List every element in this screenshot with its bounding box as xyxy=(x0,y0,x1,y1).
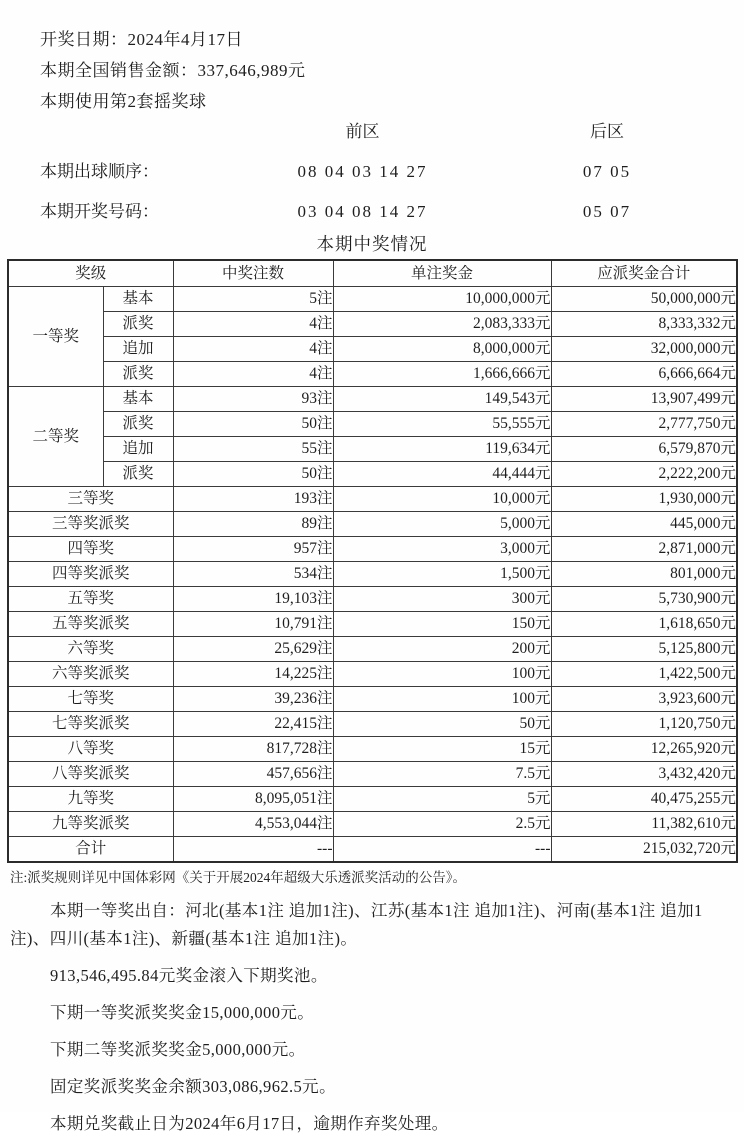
column-header-total-payout: 应派奖金合计 xyxy=(551,260,737,287)
tier-group-cell: 一等奖 xyxy=(8,287,103,387)
total-payout-cell: 2,777,750元 xyxy=(551,412,737,437)
winning-count-cell: 534注 xyxy=(173,562,333,587)
tier-label-cell: 合计 xyxy=(8,837,173,863)
winning-count-cell: --- xyxy=(173,837,333,863)
unit-prize-cell: 50元 xyxy=(333,712,551,737)
first-prize-provinces-paragraph: 本期一等奖出自：河北(基本1注 追加1注)、江苏(基本1注 追加1注)、河南(基本1注 追加1注)、四川(基本1注)、新疆(基本1注 追加1注)。 xyxy=(10,901,703,948)
winning-count-cell: 817,728注 xyxy=(173,737,333,762)
tier-label-cell: 八等奖 xyxy=(8,737,173,762)
unit-prize-cell: 8,000,000元 xyxy=(333,337,551,362)
prize-table-row xyxy=(8,487,737,512)
unit-prize-cell: 55,555元 xyxy=(333,412,551,437)
prize-table-row xyxy=(8,612,737,637)
winning-count-cell: 22,415注 xyxy=(173,712,333,737)
prize-table-body xyxy=(8,260,737,862)
prize-table-row xyxy=(8,587,737,612)
tier-label-cell: 八等奖派奖 xyxy=(8,762,173,787)
tier-group-cell: 二等奖 xyxy=(8,387,103,487)
winning-count-cell: 50注 xyxy=(173,412,333,437)
back-zone-label: 后区 xyxy=(590,122,624,141)
front-zone-label: 前区 xyxy=(345,122,380,141)
total-payout-cell: 11,382,610元 xyxy=(551,812,737,837)
column-header-tier: 奖级 xyxy=(8,260,173,287)
tier-sub-cell: 基本 xyxy=(103,387,173,412)
winning-count-cell: 39,236注 xyxy=(173,687,333,712)
tier-label-cell: 四等奖 xyxy=(8,537,173,562)
winning-count-cell: 89注 xyxy=(173,512,333,537)
total-payout-cell: 5,730,900元 xyxy=(551,587,737,612)
tier-label-cell: 三等奖派奖 xyxy=(8,512,173,537)
total-payout-cell: 6,666,664元 xyxy=(551,362,737,387)
winning-count-cell: 457,656注 xyxy=(173,762,333,787)
draw-order-row xyxy=(0,159,744,185)
claim-deadline-paragraph: 本期兑奖截止日为2024年6月17日，逾期作弃奖处理。 xyxy=(50,1114,449,1133)
sales-amount-line: 本期全国销售金额：337,646,989元 xyxy=(40,61,306,80)
next-first-prize-bonus-paragraph: 下期一等奖派奖奖金15,000,000元。 xyxy=(50,1003,315,1022)
tier-label-cell: 六等奖派奖 xyxy=(8,662,173,687)
prize-table-row xyxy=(8,537,737,562)
total-payout-cell: 3,432,420元 xyxy=(551,762,737,787)
unit-prize-cell: 7.5元 xyxy=(333,762,551,787)
rules-note: 注:派奖规则详见中国体彩网《关于开展2024年超级大乐透派奖活动的公告》。 xyxy=(10,870,466,885)
draw-order-front-numbers: 08 04 03 14 27 xyxy=(297,162,428,181)
prize-table-row xyxy=(8,462,737,487)
winning-numbers-label: 本期开奖号码： xyxy=(40,202,159,221)
winning-count-cell: 4注 xyxy=(173,337,333,362)
fixed-prize-bonus-balance-paragraph: 固定奖派奖奖金余额303,086,962.5元。 xyxy=(50,1077,336,1096)
winning-count-cell: 10,791注 xyxy=(173,612,333,637)
zone-header-row xyxy=(0,119,744,145)
total-payout-cell: 2,871,000元 xyxy=(551,537,737,562)
total-payout-cell: 215,032,720元 xyxy=(551,837,737,863)
prize-table-row xyxy=(8,437,737,462)
winning-count-cell: 8,095,051注 xyxy=(173,787,333,812)
total-payout-cell: 3,923,600元 xyxy=(551,687,737,712)
winning-count-cell: 193注 xyxy=(173,487,333,512)
total-payout-cell: 1,618,650元 xyxy=(551,612,737,637)
prize-table-title: 本期中奖情况 xyxy=(316,234,428,254)
total-payout-cell: 13,907,499元 xyxy=(551,387,737,412)
prize-table xyxy=(7,259,738,863)
tier-label-cell: 七等奖 xyxy=(8,687,173,712)
prize-table-row xyxy=(8,662,737,687)
tier-sub-cell: 追加 xyxy=(103,337,173,362)
draw-order-back-numbers: 07 05 xyxy=(582,162,632,181)
unit-prize-cell: 1,500元 xyxy=(333,562,551,587)
unit-prize-cell: 10,000,000元 xyxy=(333,287,551,312)
winning-count-cell: 55注 xyxy=(173,437,333,462)
prize-table-row xyxy=(8,387,737,412)
total-payout-cell: 445,000元 xyxy=(551,512,737,537)
winning-back-numbers: 05 07 xyxy=(582,202,632,221)
winning-count-cell: 4,553,044注 xyxy=(173,812,333,837)
unit-prize-cell: 5,000元 xyxy=(333,512,551,537)
tier-label-cell: 四等奖派奖 xyxy=(8,562,173,587)
tier-sub-cell: 派奖 xyxy=(103,362,173,387)
zone-header-spacer xyxy=(0,119,230,145)
total-payout-cell: 8,333,332元 xyxy=(551,312,737,337)
winning-count-cell: 4注 xyxy=(173,362,333,387)
unit-prize-cell: 3,000元 xyxy=(333,537,551,562)
winning-count-cell: 19,103注 xyxy=(173,587,333,612)
total-payout-cell: 1,120,750元 xyxy=(551,712,737,737)
unit-prize-cell: 2.5元 xyxy=(333,812,551,837)
unit-prize-cell: 150元 xyxy=(333,612,551,637)
next-second-prize-bonus-paragraph: 下期二等奖派奖奖金5,000,000元。 xyxy=(50,1040,306,1059)
prize-table-row xyxy=(8,412,737,437)
prize-table-row xyxy=(8,312,737,337)
prize-table-row xyxy=(8,787,737,812)
total-payout-cell: 2,222,200元 xyxy=(551,462,737,487)
prize-table-row xyxy=(8,687,737,712)
unit-prize-cell: 100元 xyxy=(333,687,551,712)
prize-table-row xyxy=(8,737,737,762)
winning-count-cell: 50注 xyxy=(173,462,333,487)
total-payout-cell: 12,265,920元 xyxy=(551,737,737,762)
prize-table-row xyxy=(8,337,737,362)
tier-sub-cell: 派奖 xyxy=(103,412,173,437)
draw-date-line: 开奖日期：2024年4月17日 xyxy=(40,30,243,49)
tier-label-cell: 九等奖派奖 xyxy=(8,812,173,837)
tier-label-cell: 五等奖派奖 xyxy=(8,612,173,637)
draw-order-label: 本期出球顺序： xyxy=(40,162,159,181)
prize-table-row xyxy=(8,287,737,312)
tier-sub-cell: 追加 xyxy=(103,437,173,462)
winning-front-numbers: 03 04 08 14 27 xyxy=(297,202,428,221)
winning-count-cell: 957注 xyxy=(173,537,333,562)
prize-table-row xyxy=(8,512,737,537)
prize-table-row xyxy=(8,712,737,737)
total-payout-cell: 50,000,000元 xyxy=(551,287,737,312)
prize-table-row xyxy=(8,562,737,587)
unit-prize-cell: 5元 xyxy=(333,787,551,812)
prize-table-row xyxy=(8,362,737,387)
total-payout-cell: 5,125,800元 xyxy=(551,637,737,662)
unit-prize-cell: 300元 xyxy=(333,587,551,612)
prize-table-row xyxy=(8,812,737,837)
prize-table-row xyxy=(8,762,737,787)
unit-prize-cell: 1,666,666元 xyxy=(333,362,551,387)
unit-prize-cell: --- xyxy=(333,837,551,863)
total-payout-cell: 40,475,255元 xyxy=(551,787,737,812)
prize-table-row xyxy=(8,837,737,863)
total-payout-cell: 801,000元 xyxy=(551,562,737,587)
tier-sub-cell: 基本 xyxy=(103,287,173,312)
total-payout-cell: 1,930,000元 xyxy=(551,487,737,512)
tier-label-cell: 九等奖 xyxy=(8,787,173,812)
tier-label-cell: 六等奖 xyxy=(8,637,173,662)
unit-prize-cell: 119,634元 xyxy=(333,437,551,462)
total-payout-cell: 1,422,500元 xyxy=(551,662,737,687)
rollover-jackpot-paragraph: 913,546,495.84元奖金滚入下期奖池。 xyxy=(50,966,328,985)
unit-prize-cell: 200元 xyxy=(333,637,551,662)
unit-prize-cell: 149,543元 xyxy=(333,387,551,412)
winning-count-cell: 25,629注 xyxy=(173,637,333,662)
winning-count-cell: 5注 xyxy=(173,287,333,312)
unit-prize-cell: 15元 xyxy=(333,737,551,762)
column-header-unit-prize: 单注奖金 xyxy=(333,260,551,287)
tier-label-cell: 五等奖 xyxy=(8,587,173,612)
unit-prize-cell: 2,083,333元 xyxy=(333,312,551,337)
tier-sub-cell: 派奖 xyxy=(103,312,173,337)
column-header-count: 中奖注数 xyxy=(173,260,333,287)
tier-label-cell: 七等奖派奖 xyxy=(8,712,173,737)
winning-count-cell: 93注 xyxy=(173,387,333,412)
prize-table-header-row xyxy=(8,260,737,287)
prize-table-row xyxy=(8,637,737,662)
unit-prize-cell: 100元 xyxy=(333,662,551,687)
total-payout-cell: 6,579,870元 xyxy=(551,437,737,462)
winning-count-cell: 4注 xyxy=(173,312,333,337)
winning-numbers-row xyxy=(0,199,744,225)
tier-label-cell: 三等奖 xyxy=(8,487,173,512)
ball-set-line: 本期使用第2套摇奖球 xyxy=(40,92,207,111)
unit-prize-cell: 10,000元 xyxy=(333,487,551,512)
winning-count-cell: 14,225注 xyxy=(173,662,333,687)
unit-prize-cell: 44,444元 xyxy=(333,462,551,487)
tier-sub-cell: 派奖 xyxy=(103,462,173,487)
total-payout-cell: 32,000,000元 xyxy=(551,337,737,362)
